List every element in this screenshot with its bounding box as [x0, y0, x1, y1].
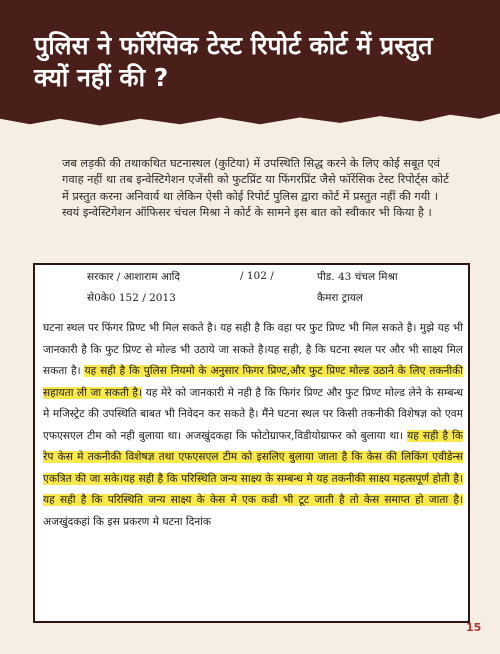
page-number: 15: [466, 621, 482, 634]
trial-label: कैमरा ट्रायल: [317, 292, 363, 304]
intro-paragraph: जब लड़की की तथाकथित घटनास्थल (कुटिया) में उपस्थिति सिद्ध करने के लिए कोई सबूत एवं गवाह नहीं था तब इन्वेस्टिगेशन एजेंसी को फुटप्रिंट या फिंगरप्रिंट जैसे फॉरेंसिक टेस्ट रिपोर्ट्स कोर्ट में प्रस्तुत करना अनिवार्य था लेकिन ऐसी कोई रिपोर्ट पुलिस द्वारा कोर्ट में प्रस्तुत नहीं की गयी । स्वयं इन्वेस्टिगेशन ऑफिसर चंचल मिश्रा ने कोर्ट के सामने इस बात को स्वीकार भी किया है ।: [62, 157, 449, 220]
highlighted-testimony: यह सही है कि पुलिस नियमो के अनुसार फिगर प्रिण्ट,और फुट प्रिण्ट मोल्ड उठाने के लिए तकनीकी सहायता ली जा सकती है।: [43, 365, 463, 399]
testimony-segment: अजखुंदकहां कि इस प्रकरण मे घटना दिनांक: [43, 515, 212, 528]
page-title: पुलिस ने फॉरेंसिक टेस्ट रिपोर्ट कोर्ट में प्रस्तुत क्यों नहीं की ?: [34, 31, 433, 92]
testimony-text: [43, 318, 463, 533]
page-reference: / 102 /: [240, 270, 274, 282]
testimony-segment: यह मेरे को जानकारी मे नही है कि फिगंर प्रिण्ट और फुट प्रिण्ट मोल्ड लेने के सम्बन्ध मे मजिस्ट्रेट की उपस्थिति बाबत भी निवेदन कर सकते है। मैंने घटना स्थल पर किसी तकनीकी विशेषज्ञ को एवम एफएसएल टीम को नही बुलाया था। अजखुंदकहा कि फोटोग्राफर,विडीयोग्राफर को बुलाया था।: [43, 386, 463, 442]
testimony-segment: घटना स्थल पर फिंगर प्रिण्ट भी मिल सकते है। यह सही है कि वहा पर फुट प्रिण्ट भी मिल सकते है। मुझे यह भी जानकारी है कि फुट प्रिण्ट से मोल्ड भी उठाये जा सकते है।यह सही, है कि घटना स्थल पर और भी साक्ष्य मिल सकता है।: [43, 322, 463, 377]
court-document-excerpt: [33, 263, 470, 623]
case-number: से0के0 152 / 2013: [87, 292, 176, 304]
witness-label: पीड. 43 चंचल मिश्रा: [317, 271, 398, 283]
case-title: सरकार / आशाराम आदि: [87, 271, 180, 283]
highlighted-testimony: यह सही है कि रेप केस मे तकनीकी विशेषज्ञ तथा एफएसएल टीम को इसलिए बुलाया जाता है कि केस की लिकिंग एवीडेन्स एकत्रित की जा सके।यह सही है कि परिस्थिति जन्य साक्ष्य के सम्बन्ध मे यह तकनीकी साक्ष्य महत्सपूर्ण होती है। यह सही है कि परिस्थिति जन्य साक्ष्य के केस मे एक कडी भी टूट जाती है तो केस समाप्त हो जाता है।: [43, 429, 463, 506]
